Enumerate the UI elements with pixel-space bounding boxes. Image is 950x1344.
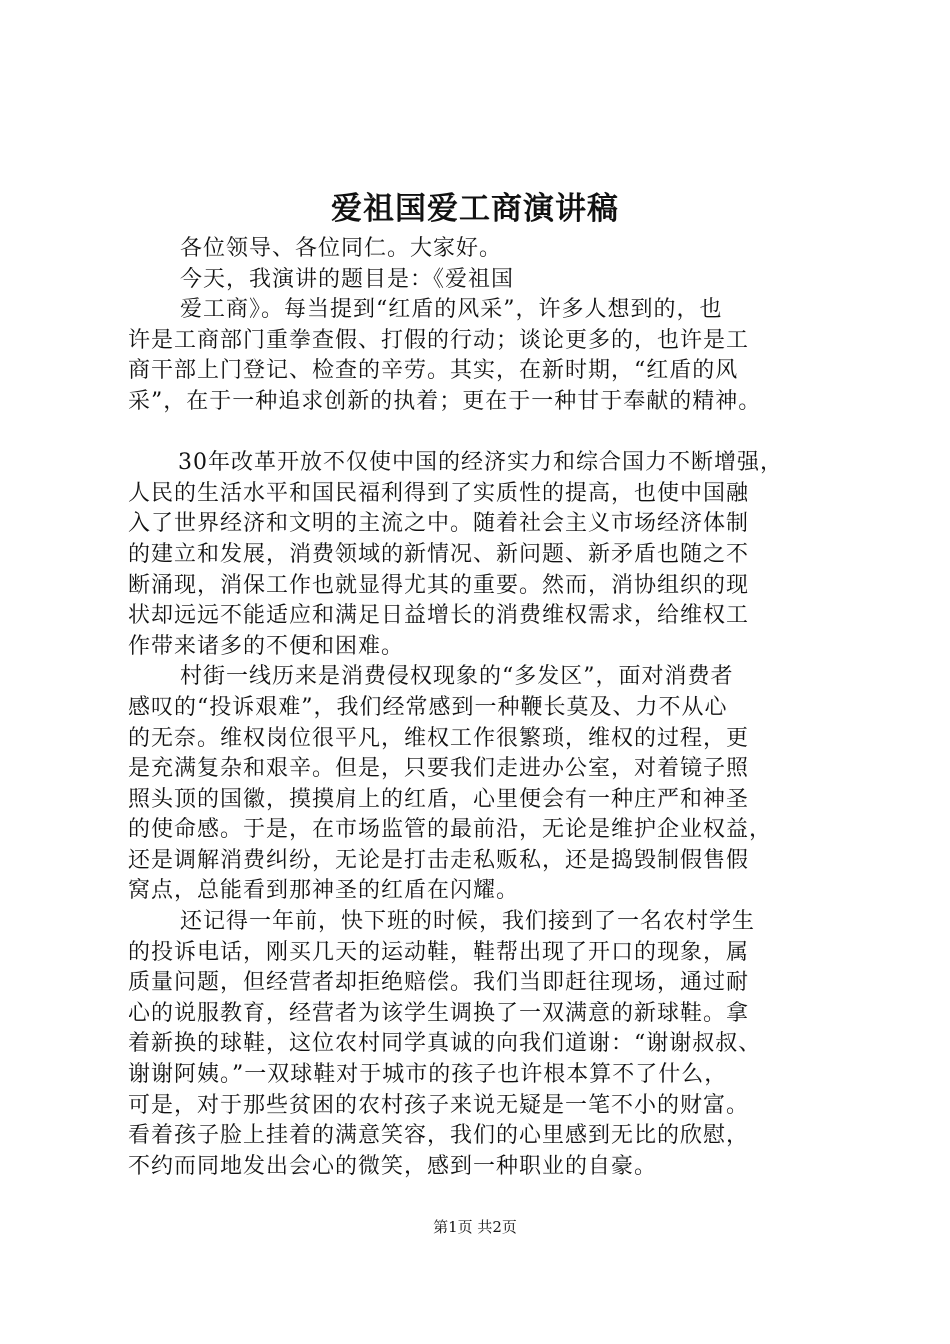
paragraph-line: 状却远远不能适应和满足日益增长的消费维权需求，给维权工 bbox=[128, 603, 750, 629]
paragraph-line: 质量问题，但经营者却拒绝赔偿。我们当即赶往现场，通过耐 bbox=[128, 970, 750, 996]
paragraph-line: 心的说服教育，经营者为该学生调换了一双满意的新球鞋。拿 bbox=[128, 1000, 750, 1026]
paragraph-line: 商干部上门登记、检查的辛劳。其实，在新时期，“红盾的风 bbox=[128, 358, 739, 384]
paragraph-line: 看着孩子脸上挂着的满意笑容，我们的心里感到无比的欣慰， bbox=[128, 1123, 750, 1149]
paragraph-line: 感叹的“投诉艰难”，我们经常感到一种鞭长莫及、力不从心 bbox=[128, 694, 728, 720]
paragraph-line: 各位领导、各位同仁。大家好。 bbox=[180, 236, 503, 261]
page-indicator: 第1页 共2页 bbox=[433, 1218, 517, 1236]
paragraph-line: 窝点，总能看到那神圣的红盾在闪耀。 bbox=[128, 878, 520, 904]
paragraph-line: 许是工商部门重拳查假、打假的行动；谈论更多的，也许是工 bbox=[128, 327, 750, 353]
document-title: 爱祖国爱工商演讲稿 bbox=[331, 191, 619, 227]
paragraph-line: 照头顶的国徽，摸摸肩上的红盾，心里便会有一种庄严和神圣 bbox=[128, 786, 750, 812]
paragraph-line: 入了世界经济和文明的主流之中。随着社会主义市场经济体制 bbox=[128, 511, 750, 537]
paragraph-line: 的无奈。维权岗位很平凡，维权工作很繁琐，维权的过程，更 bbox=[128, 725, 750, 751]
paragraph-line: 30年改革开放不仅使中国的经济实力和综合国力不断增强， bbox=[178, 450, 783, 476]
paragraph-line: 还记得一年前，快下班的时候，我们接到了一名农村学生 bbox=[180, 909, 756, 935]
paragraph-line: 作带来诸多的不便和困难。 bbox=[128, 633, 405, 659]
paragraph-spacer bbox=[128, 418, 844, 449]
paragraph-line: 的使命感。于是，在市场监管的最前沿，无论是维护企业权益， bbox=[128, 817, 773, 843]
paragraph-line: 是充满复杂和艰辛。但是，只要我们走进办公室，对着镜子照 bbox=[128, 756, 750, 782]
paragraph-line: 的投诉电话，刚买几天的运动鞋，鞋帮出现了开口的现象，属 bbox=[128, 939, 750, 965]
paragraph-line: 的建立和发展，消费领域的新情况、新问题、新矛盾也随之不 bbox=[128, 541, 750, 567]
paragraph-line: 可是，对于那些贫困的农村孩子来说无疑是一笔不小的财富。 bbox=[128, 1092, 750, 1118]
paragraph-line: 人民的生活水平和国民福利得到了实质性的提高，也使中国融 bbox=[128, 480, 750, 506]
document-body bbox=[128, 234, 844, 1182]
paragraph-line: 今天，我演讲的题目是：《爱祖国 bbox=[180, 266, 515, 292]
paragraph-line: 采”，在于一种追求创新的执着；更在于一种甘于奉献的精神。 bbox=[128, 388, 762, 414]
paragraph-line: 断涌现，消保工作也就显得尤其的重要。然而，消协组织的现 bbox=[128, 572, 750, 598]
paragraph-line: 不约而同地发出会心的微笑，感到一种职业的自豪。 bbox=[128, 1153, 658, 1179]
paragraph-line: 着新换的球鞋，这位农村同学真诚的向我们道谢：“谢谢叔叔、 bbox=[128, 1031, 762, 1057]
paragraph-line: 爱工商》。每当提到“红盾的风采”，许多人想到的，也 bbox=[180, 297, 723, 323]
paragraph-line: 还是调解消费纠纷，无论是打击走私贩私，还是捣毁制假售假 bbox=[128, 847, 750, 873]
paragraph-line: 谢谢阿姨。”一双球鞋对于城市的孩子也许根本算不了什么， bbox=[128, 1062, 728, 1088]
paragraph-line: 村街一线历来是消费侵权现象的“多发区”，面对消费者 bbox=[180, 664, 734, 690]
